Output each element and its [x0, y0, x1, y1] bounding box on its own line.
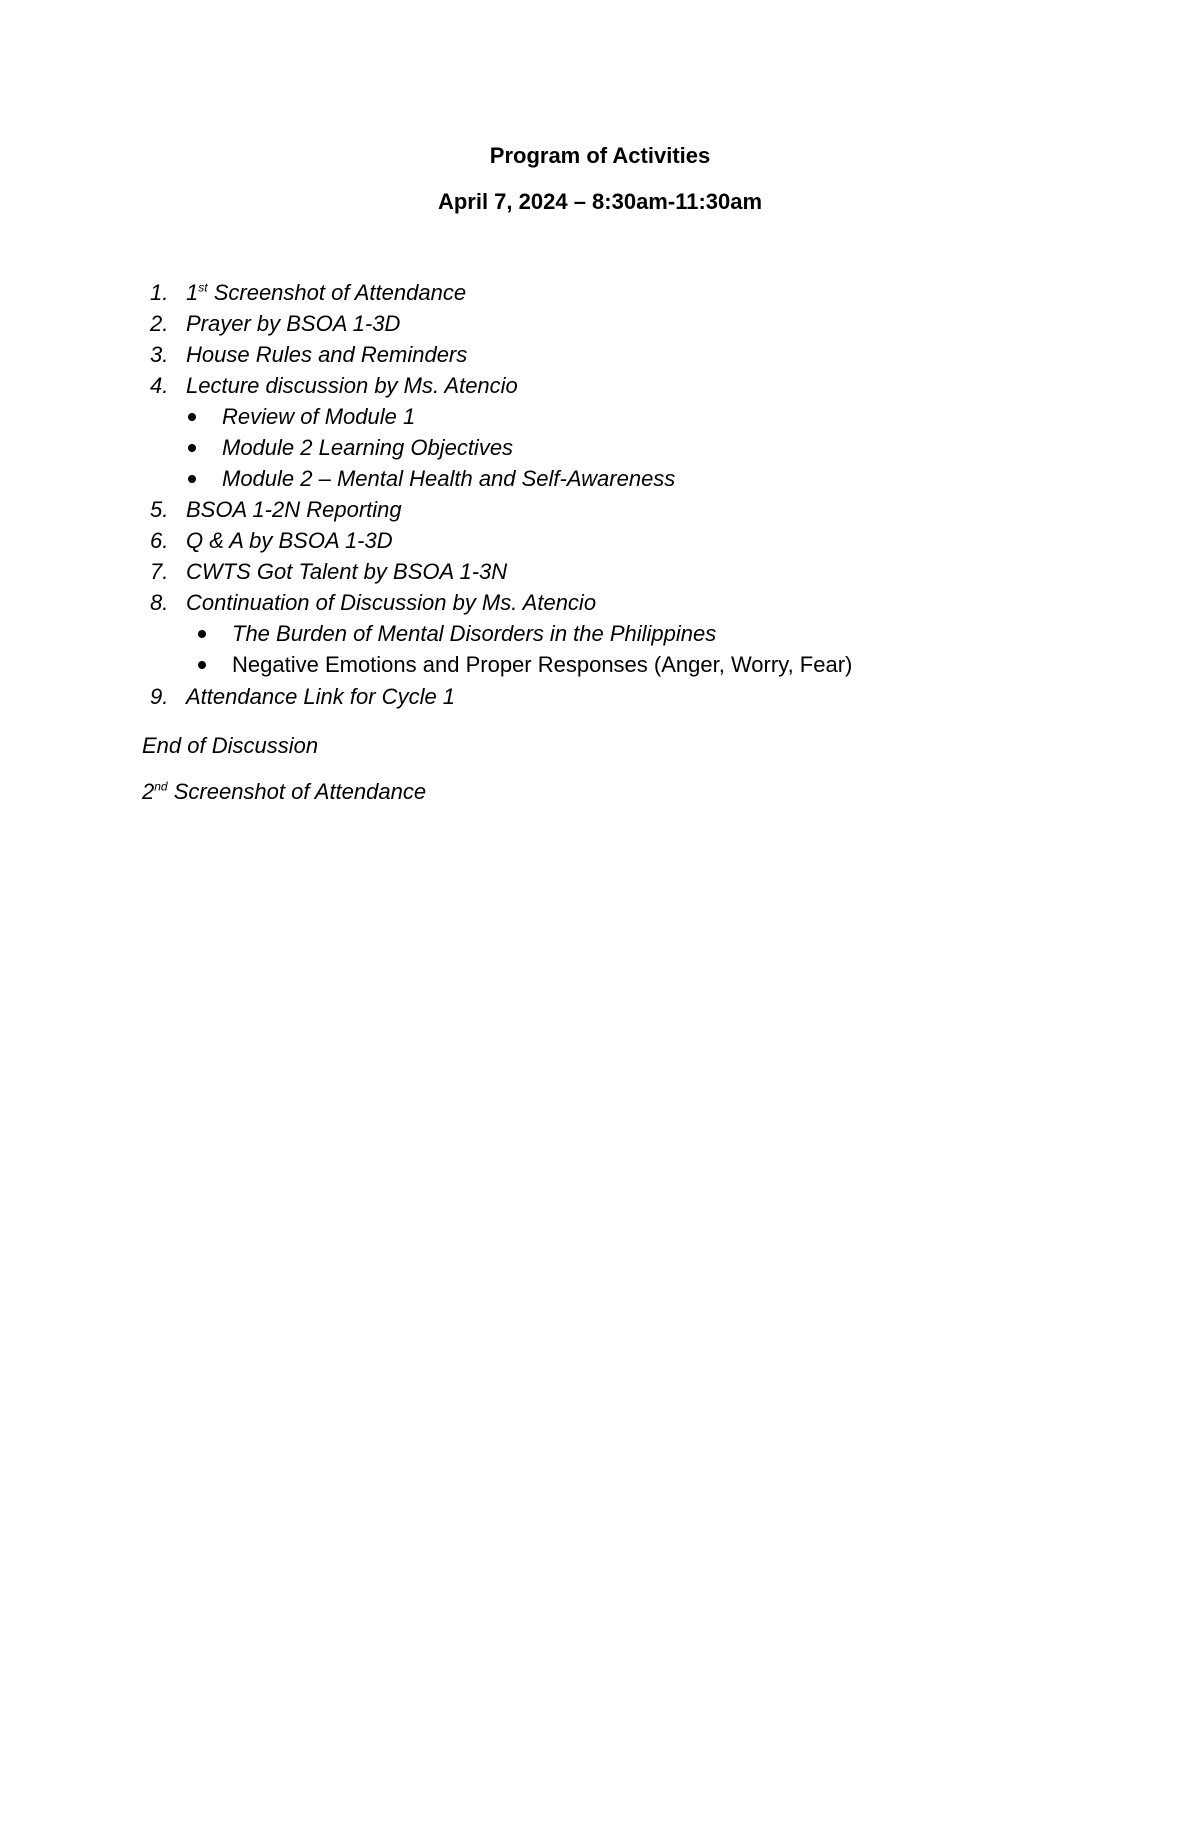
list-item	[0, 525, 1200, 556]
sub-list-text: Negative Emotions and Proper Responses (Anger, Worry, Fear)	[232, 652, 853, 677]
list-text: 1st Screenshot of Attendance	[186, 280, 467, 305]
list-text: BSOA 1-2N Reporting	[186, 497, 402, 522]
list-text: House Rules and Reminders	[186, 342, 468, 367]
list-number: 3.	[150, 342, 169, 367]
list-number: 1.	[150, 280, 169, 305]
sub-list-text: The Burden of Mental Disorders in the Philippines	[232, 621, 717, 646]
activity-list	[0, 277, 1200, 712]
list-text: CWTS Got Talent by BSOA 1-3N	[186, 559, 508, 584]
sub-list-item	[0, 649, 1200, 681]
list-item	[0, 308, 1200, 339]
list-number: 2.	[150, 311, 169, 336]
second-screenshot-line: 2nd Screenshot of Attendance	[142, 779, 427, 804]
list-number: 9.	[150, 684, 169, 709]
list-number: 5.	[150, 497, 169, 522]
list-item	[0, 587, 1200, 618]
page-title: Program of Activities	[489, 143, 711, 168]
sub-list-item	[0, 618, 1200, 649]
list-number: 8.	[150, 590, 169, 615]
list-item	[0, 494, 1200, 525]
bullet-icon	[188, 475, 196, 483]
bullet-icon	[188, 444, 196, 452]
bullet-icon	[198, 630, 206, 638]
sub-list-item	[0, 432, 1200, 463]
list-number: 4.	[150, 373, 169, 398]
list-item	[0, 339, 1200, 370]
list-text: Lecture discussion by Ms. Atencio	[186, 373, 518, 398]
sub-list-item	[0, 401, 1200, 432]
end-of-discussion: End of Discussion	[142, 733, 319, 758]
list-number: 7.	[150, 559, 169, 584]
sub-list-text: Review of Module 1	[222, 404, 416, 429]
sub-list-item	[0, 463, 1200, 494]
list-item	[0, 681, 1200, 712]
list-item	[0, 556, 1200, 587]
bullet-icon	[188, 413, 196, 421]
list-text: Attendance Link for Cycle 1	[186, 684, 456, 709]
list-text: Continuation of Discussion by Ms. Atencio	[186, 590, 597, 615]
list-item	[0, 277, 1200, 308]
sub-list-text: Module 2 – Mental Health and Self-Awareness	[222, 466, 676, 491]
list-item	[0, 370, 1200, 401]
bullet-icon	[198, 661, 206, 669]
list-text: Prayer by BSOA 1-3D	[186, 311, 401, 336]
sub-list-text: Module 2 Learning Objectives	[222, 435, 514, 460]
list-text: Q & A by BSOA 1-3D	[186, 528, 393, 553]
list-number: 6.	[150, 528, 169, 553]
date-line: April 7, 2024 – 8:30am-11:30am	[437, 189, 763, 214]
